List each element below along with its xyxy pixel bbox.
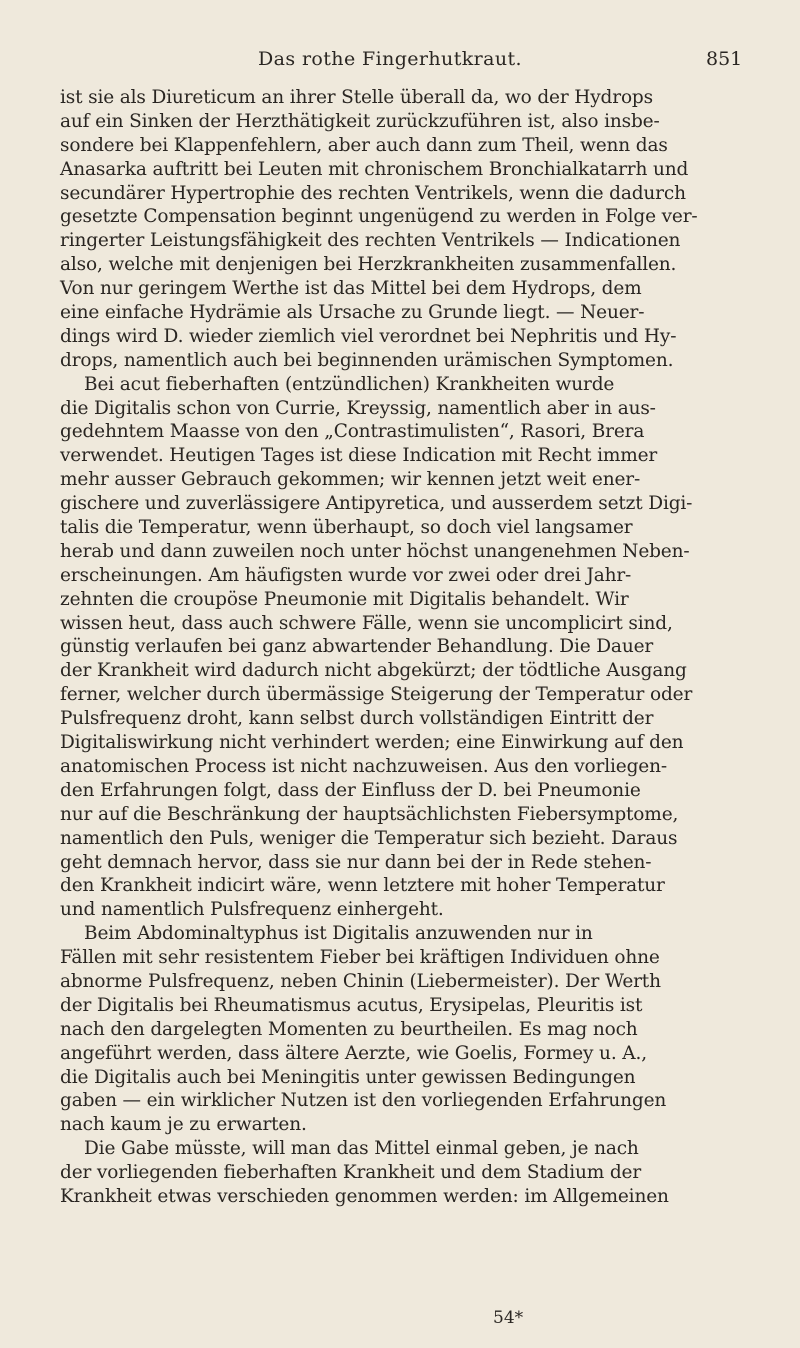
text-line: gischere und zuverlässigere Antipyretica, und ausserdem setzt Digi- bbox=[60, 493, 693, 515]
text-line: der Digitalis bei Rheumatismus acutus, Erysipelas, Pleuritis ist bbox=[60, 994, 643, 1016]
text-line: talis die Temperatur, wenn überhaupt, so doch viel langsamer bbox=[60, 517, 633, 539]
running-title: Das rothe Fingerhutkraut. bbox=[258, 48, 522, 70]
text-line: abnorme Pulsfrequenz, neben Chinin (Liebermeister). Der Werth bbox=[60, 970, 661, 992]
text-line: Von nur geringem Werthe ist das Mittel bei dem Hydrops, dem bbox=[60, 278, 642, 300]
text-line: nach den dargelegten Momenten zu beurtheilen. Es mag noch bbox=[60, 1018, 638, 1040]
text-line: dings wird D. wieder ziemlich viel verordnet bei Nephritis und Hy- bbox=[60, 325, 677, 347]
text-line: gesetzte Compensation beginnt ungenügend zu werden in Folge ver- bbox=[60, 206, 698, 228]
text-line: ferner, welcher durch übermässige Steigerung der Temperatur oder bbox=[60, 684, 693, 706]
text-line: Fällen mit sehr resistentem Fieber bei kräftigen Individuen ohne bbox=[60, 947, 660, 969]
text-line: zehnten die croupöse Pneumonie mit Digitalis behandelt. Wir bbox=[60, 588, 629, 610]
text-line: also, welche mit denjenigen bei Herzkrankheiten zusammenfallen. bbox=[60, 254, 677, 276]
text-line: herab und dann zuweilen noch unter höchst unangenehmen Neben- bbox=[60, 540, 690, 562]
text-line: der vorliegenden fieberhaften Krankheit und dem Stadium der bbox=[60, 1162, 642, 1184]
text-line: verwendet. Heutigen Tages ist diese Indication mit Recht immer bbox=[60, 445, 658, 467]
text-line: anatomischen Process ist nicht nachzuweisen. Aus den vorliegen- bbox=[60, 755, 667, 777]
text-line: und namentlich Pulsfrequenz einhergeht. bbox=[60, 899, 444, 921]
body-text bbox=[60, 86, 760, 1209]
text-line: angeführt werden, dass ältere Aerzte, wie Goelis, Formey u. A., bbox=[60, 1042, 647, 1064]
text-line: Beim Abdominaltyphus ist Digitalis anzuwenden nur in bbox=[84, 923, 593, 945]
page-number: 851 bbox=[706, 48, 743, 70]
text-line: namentlich den Puls, weniger die Temperatur sich bezieht. Daraus bbox=[60, 827, 678, 849]
text-line: drops, namentlich auch bei beginnenden urämischen Symptomen. bbox=[60, 349, 674, 371]
text-line: Anasarka auftritt bei Leuten mit chronischem Bronchialkatarrh und bbox=[60, 158, 689, 180]
text-line: die Digitalis schon von Currie, Kreyssig, namentlich aber in aus- bbox=[60, 397, 656, 419]
text-line: sondere bei Klappenfehlern, aber auch dann zum Theil, wenn das bbox=[60, 134, 668, 156]
text-line: secundärer Hypertrophie des rechten Ventrikels, wenn die dadurch bbox=[60, 182, 686, 204]
text-line: wissen heut, dass auch schwere Fälle, wenn sie uncomplicirt sind, bbox=[60, 612, 673, 634]
text-line: erscheinungen. Am häufigsten wurde vor zwei oder drei Jahr- bbox=[60, 564, 632, 586]
text-line: nur auf die Beschränkung der hauptsächlichsten Fiebersymptome, bbox=[60, 803, 679, 825]
text-line: nach kaum je zu erwarten. bbox=[60, 1114, 307, 1136]
text-line: gedehntem Maasse von den „Contrastimulisten“, Rasori, Brera bbox=[60, 421, 645, 443]
text-line: eine einfache Hydrämie als Ursache zu Grunde liegt. — Neuer- bbox=[60, 302, 645, 324]
signature-mark: 54* bbox=[493, 1308, 524, 1328]
text-line: die Digitalis auch bei Meningitis unter gewissen Bedingungen bbox=[60, 1066, 636, 1088]
text-line: geht demnach hervor, dass sie nur dann bei der in Rede stehen- bbox=[60, 851, 652, 873]
text-line: der Krankheit wird dadurch nicht abgekürzt; der tödtliche Ausgang bbox=[60, 660, 687, 682]
text-line: Bei acut fieberhaften (entzündlichen) Krankheiten wurde bbox=[84, 373, 615, 395]
text-line: ist sie als Diureticum an ihrer Stelle überall da, wo der Hydrops bbox=[60, 87, 653, 108]
text-line: ringerter Leistungsfähigkeit des rechten Ventrikels — Indicationen bbox=[60, 230, 681, 252]
text-line: auf ein Sinken der Herzthätigkeit zurückzuführen ist, also insbe- bbox=[60, 110, 660, 132]
text-line: den Krankheit indicirt wäre, wenn letztere mit hoher Temperatur bbox=[60, 875, 665, 897]
text-line: mehr ausser Gebrauch gekommen; wir kennen jetzt weit ener- bbox=[60, 469, 641, 491]
text-line: den Erfahrungen folgt, dass der Einfluss der D. bei Pneumonie bbox=[60, 779, 641, 801]
text-line: Krankheit etwas verschieden genommen werden: im Allgemeinen bbox=[60, 1185, 669, 1207]
text-line: Digitaliswirkung nicht verhindert werden; eine Einwirkung auf den bbox=[60, 732, 684, 754]
text-line: günstig verlaufen bei ganz abwartender Behandlung. Die Dauer bbox=[60, 636, 654, 658]
text-line: Pulsfrequenz droht, kann selbst durch vollständigen Eintritt der bbox=[60, 708, 654, 730]
text-line: Die Gabe müsste, will man das Mittel einmal geben, je nach bbox=[84, 1138, 639, 1160]
text-line: gaben — ein wirklicher Nutzen ist den vorliegenden Erfahrungen bbox=[60, 1090, 667, 1112]
